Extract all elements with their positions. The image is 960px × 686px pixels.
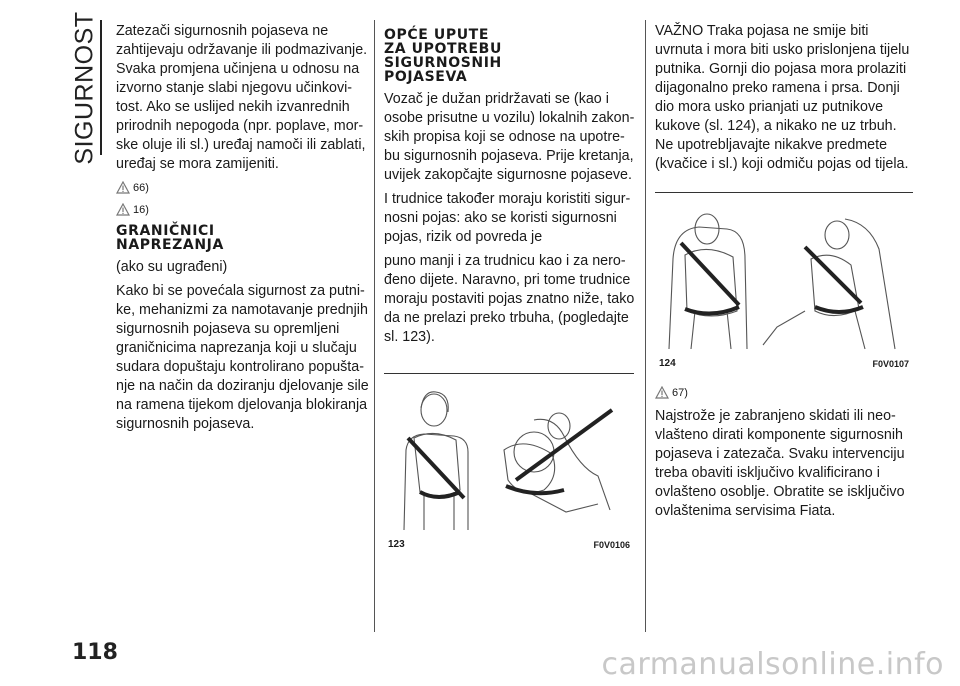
figure-124 (655, 192, 913, 371)
section-subtitle: (ako su ugrađeni) (116, 259, 228, 275)
section-tab (70, 10, 102, 165)
pregnant-seatbelt-illustration (384, 380, 634, 538)
section-tab-label: SIGURNOST (70, 10, 99, 165)
warning-reference[interactable] (655, 385, 913, 399)
warning-reference-number: 67) (672, 387, 688, 399)
body-paragraph: puno manji i za trudnicu kao i za nero- đeno dijete. Naravno, pri tome trudnice moraju postaviti pojas znatno niže, tako da ne prelazi preko trbuha, (pogledajte sl. 123). (384, 253, 635, 345)
warning-triangle-icon (116, 181, 130, 194)
seatbelt-position-illustration (655, 199, 913, 357)
warning-reference-number: 66) (133, 182, 149, 194)
column-divider (374, 20, 375, 632)
important-paragraph: VAŽNO Traka pojasa ne smije biti uvrnuta i mora biti usko prislonjena tijelu putnika. Gornji dio pojasa mora prolaziti dijagonalno preko ramena i prsa. Donji dio mora usko prianjati uz putnikove kukove (sl. 124), a nikako ne uz trbuh. Ne upotrebljavajte nikakve predmete (kvačice i sl.) koji odmiču pojas od tijela. (655, 23, 910, 172)
body-paragraph: Najstrože je zabranjeno skidati ili neo- vlašteno dirati komponente sigurnosnih pojaseva i zatezača. Svaku intervenciju treba obaviti isključivo kvalificirano i ovlašteno osoblje. Obratite se isključivo ovlaštenima servisima Fiata. (655, 408, 905, 519)
warning-reference[interactable] (116, 202, 366, 216)
column-3 (655, 22, 913, 526)
body-paragraph: Vozač je dužan pridržavati se (kao i osobe prisutne u vozilu) lokalnih zakon- skih propisa koji se odnose na upotre- bu sigurnosnih pojaseva. Prije kretanja, uvijek zakopčajte sigurnosne pojaseve. (384, 91, 635, 183)
column-1 (116, 22, 369, 439)
body-paragraph: I trudnice također moraju koristiti sigur- nosni pojas: ako se koristi sigurnosni pojas, rizik od povreda je (384, 191, 631, 245)
section-heading: OPĆE UPUTE ZA UPOTREBU SIGURNOSNIH POJASEVA (384, 27, 502, 85)
page-number: 118 (72, 640, 118, 665)
warning-triangle-icon (655, 386, 669, 399)
intro-paragraph: Zatezači sigurnosnih pojaseva ne zahtijevaju održavanje ili podmazivanje. Svaka promjena učinjena u odnosu na izvorno stanje slabi njegovu učinkovi- tost. Ako se uslijed nekih izvanrednih prirodnih nepogoda (npr. poplave, mor- ske oluje ili sl.) uređaj namoči ili zablati, uređaj se mora zamijeniti. (116, 23, 368, 172)
watermark: carmanualsonline.info (601, 647, 944, 682)
warning-reference-number: 16) (133, 204, 149, 216)
figure-number: 124 (659, 358, 676, 369)
caution-triangle-icon (116, 203, 130, 216)
section-heading: GRANIČNICI NAPREZANJA (116, 223, 224, 253)
column-2 (384, 22, 634, 552)
figure-code: F0V0106 (593, 540, 630, 550)
figure-code: F0V0107 (872, 359, 909, 369)
column-divider (645, 20, 646, 632)
figure-123 (384, 373, 634, 552)
warning-reference[interactable] (116, 180, 366, 194)
figure-number: 123 (388, 539, 405, 550)
body-paragraph: Kako bi se povećala sigurnost za putni- ke, mehanizmi za namotavanje prednjih sigurnosnih pojaseva su opremljeni graničnicima naprezanja koji u slučaju sudara dopuštaju kontrolirano popušta- nje na način da doziranju djelovanje sile na ramena tijekom djelovanja blokiranja sigurnosnih pojaseva. (116, 283, 369, 432)
